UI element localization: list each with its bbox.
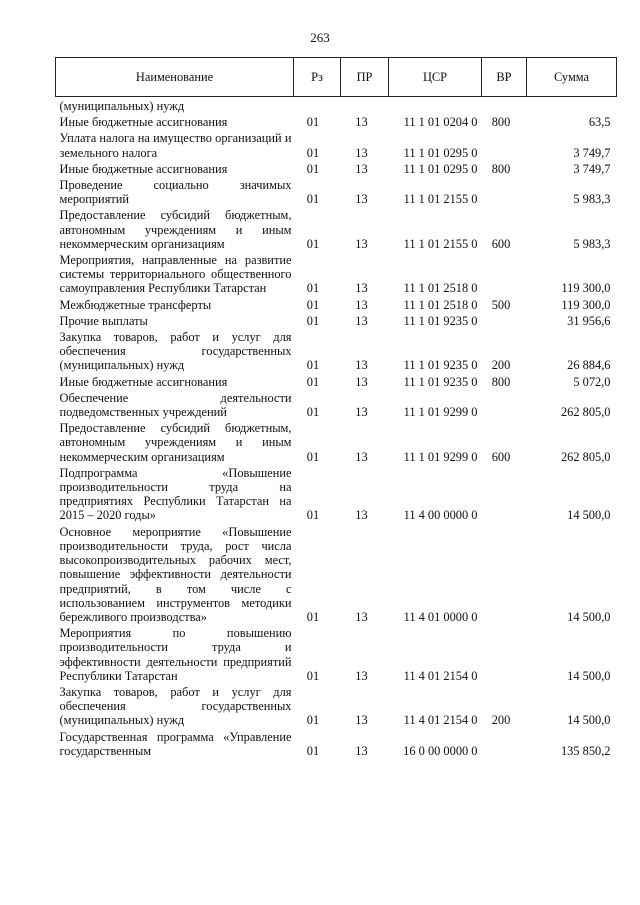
cell-pr: 13 bbox=[355, 668, 368, 683]
cell-sum: 262 805,0 bbox=[560, 405, 611, 420]
cell-name: Иные бюджетные ассигнования bbox=[59, 161, 228, 176]
header-sum: Сумма bbox=[527, 58, 617, 97]
cell-rz: 01 bbox=[306, 609, 320, 624]
cell-vr bbox=[482, 523, 527, 624]
table-row bbox=[56, 624, 617, 683]
cell-rz: 01 bbox=[306, 297, 320, 312]
cell-name: Иные бюджетные ассигнования bbox=[59, 115, 228, 130]
cell-pr: 13 bbox=[355, 374, 368, 389]
cell-pr bbox=[341, 97, 389, 114]
header-name: Наименование bbox=[56, 58, 294, 97]
header-vr: ВР bbox=[482, 58, 527, 97]
cell-csr bbox=[389, 97, 482, 114]
table-row bbox=[56, 373, 617, 389]
table-row bbox=[56, 523, 617, 624]
cell-vr bbox=[482, 728, 527, 758]
cell-csr: 11 1 01 0295 0 bbox=[403, 161, 478, 176]
cell-csr: 11 1 01 2155 0 bbox=[403, 236, 478, 251]
cell-csr: 11 1 01 9299 0 bbox=[403, 405, 478, 420]
cell-pr: 13 bbox=[355, 297, 368, 312]
cell-rz: 01 bbox=[306, 161, 320, 176]
cell-rz: 01 bbox=[306, 236, 320, 251]
cell-pr: 13 bbox=[355, 281, 368, 296]
cell-name: Мероприятия по повышению производительности труда и эффективности деятельности предприятий Республики Татарстан bbox=[59, 626, 292, 683]
cell-name: Государственная программа «Управление государственным bbox=[59, 729, 292, 758]
table-row bbox=[56, 97, 617, 114]
cell-pr: 13 bbox=[355, 713, 368, 728]
cell-csr: 11 4 00 0000 0 bbox=[403, 508, 478, 523]
cell-pr: 13 bbox=[355, 313, 368, 328]
cell-csr: 11 4 01 2154 0 bbox=[403, 668, 478, 683]
table-row bbox=[56, 296, 617, 312]
cell-rz: 01 bbox=[306, 192, 320, 207]
cell-rz: 01 bbox=[306, 281, 320, 296]
cell-sum: 5 983,3 bbox=[573, 192, 611, 207]
header-csr: ЦСР bbox=[389, 58, 482, 97]
cell-name: (муниципальных) нужд bbox=[59, 99, 185, 113]
cell-pr: 13 bbox=[355, 508, 368, 523]
cell-sum: 14 500,0 bbox=[567, 609, 611, 624]
cell-pr: 13 bbox=[355, 236, 368, 251]
table-row bbox=[56, 464, 617, 523]
cell-vr bbox=[482, 251, 527, 296]
cell-csr: 11 1 01 9235 0 bbox=[403, 358, 478, 373]
page-number: 263 bbox=[310, 30, 330, 45]
cell-vr: 800 bbox=[491, 374, 511, 389]
cell-name: Мероприятия, направленные на развитие системы территориального общественного самоуправления Республики Татарстан bbox=[59, 253, 292, 296]
cell-rz: 01 bbox=[306, 313, 320, 328]
cell-csr: 11 4 01 2154 0 bbox=[403, 713, 478, 728]
cell-vr: 200 bbox=[491, 358, 511, 373]
cell-name: Подпрограмма «Повышение производительности труда на предприятиях Республики Татарстан на 2015 – 2020 годы» bbox=[59, 465, 292, 523]
cell-csr: 11 4 01 0000 0 bbox=[403, 609, 478, 624]
table-row bbox=[56, 251, 617, 296]
cell-sum bbox=[527, 97, 617, 114]
cell-rz: 01 bbox=[306, 115, 320, 130]
cell-rz: 01 bbox=[306, 743, 320, 758]
header-rz: Рз bbox=[294, 58, 341, 97]
cell-name: Иные бюджетные ассигнования bbox=[59, 374, 228, 389]
table-row bbox=[56, 389, 617, 419]
cell-vr bbox=[482, 624, 527, 683]
cell-sum: 3 749,7 bbox=[573, 161, 611, 176]
cell-vr bbox=[482, 176, 527, 206]
cell-pr: 13 bbox=[355, 609, 368, 624]
cell-sum: 26 884,6 bbox=[567, 358, 611, 373]
cell-pr: 13 bbox=[355, 358, 368, 373]
table-body bbox=[56, 97, 617, 758]
cell-pr: 13 bbox=[355, 192, 368, 207]
cell-sum: 14 500,0 bbox=[567, 713, 611, 728]
cell-rz: 01 bbox=[306, 508, 320, 523]
cell-csr: 11 1 01 0295 0 bbox=[403, 145, 478, 160]
cell-sum: 119 300,0 bbox=[561, 281, 611, 296]
cell-vr bbox=[482, 464, 527, 523]
cell-csr: 11 1 01 2518 0 bbox=[403, 297, 478, 312]
cell-sum: 3 749,7 bbox=[573, 145, 611, 160]
cell-name: Обеспечение деятельности подведомственных учреждений bbox=[59, 390, 292, 420]
cell-name: Проведение социально значимых мероприятий bbox=[59, 178, 292, 207]
cell-name: Основное мероприятие «Повышение производительности труда, рост числа высокопроизводительных рабочих мест, повышение эффективности деятельности предприятий, в том числе с использованием инструментов методики бережливого производства» bbox=[59, 524, 292, 624]
cell-csr: 11 1 01 9235 0 bbox=[403, 374, 478, 389]
cell-vr: 600 bbox=[491, 449, 511, 464]
cell-rz: 01 bbox=[306, 374, 320, 389]
cell-vr bbox=[482, 312, 527, 328]
cell-csr: 11 1 01 9235 0 bbox=[403, 313, 478, 328]
cell-sum: 135 850,2 bbox=[560, 743, 611, 758]
cell-csr: 11 1 01 2518 0 bbox=[403, 281, 478, 296]
table-row bbox=[56, 419, 617, 464]
cell-rz: 01 bbox=[306, 358, 320, 373]
table-row bbox=[56, 312, 617, 328]
cell-sum: 14 500,0 bbox=[567, 508, 611, 523]
cell-name: Закупка товаров, работ и услуг для обеспечения государственных (муниципальных) нужд bbox=[59, 684, 292, 728]
cell-vr: 200 bbox=[491, 713, 511, 728]
cell-vr: 800 bbox=[491, 115, 511, 130]
cell-sum: 262 805,0 bbox=[560, 449, 611, 464]
cell-rz: 01 bbox=[306, 449, 320, 464]
cell-rz: 01 bbox=[306, 713, 320, 728]
cell-pr: 13 bbox=[355, 743, 368, 758]
table-row bbox=[56, 176, 617, 206]
cell-csr: 11 1 01 9299 0 bbox=[403, 449, 478, 464]
cell-sum: 5 983,3 bbox=[573, 236, 611, 251]
cell-name: Предоставление субсидий бюджетным, автономным учреждениям и иным некоммерческим организациям bbox=[59, 421, 292, 464]
cell-vr bbox=[482, 129, 527, 159]
table-row bbox=[56, 206, 617, 251]
cell-pr: 13 bbox=[355, 145, 368, 160]
cell-sum: 31 956,6 bbox=[567, 313, 611, 328]
table-row bbox=[56, 728, 617, 758]
cell-csr: 16 0 00 0000 0 bbox=[403, 743, 478, 758]
cell-name: Межбюджетные трансферты bbox=[59, 297, 212, 312]
cell-pr: 13 bbox=[355, 405, 368, 420]
cell-sum: 119 300,0 bbox=[561, 297, 611, 312]
cell-csr: 11 1 01 0204 0 bbox=[403, 115, 478, 130]
cell-sum: 63,5 bbox=[588, 115, 611, 130]
cell-sum: 5 072,0 bbox=[573, 374, 611, 389]
table-row bbox=[56, 160, 617, 176]
cell-rz: 01 bbox=[306, 668, 320, 683]
cell-vr bbox=[482, 97, 527, 114]
table-header bbox=[56, 58, 617, 97]
cell-name: Уплата налога на имущество организаций и земельного налога bbox=[59, 131, 292, 160]
table-row bbox=[56, 113, 617, 129]
cell-name: Закупка товаров, работ и услуг для обеспечения государственных (муниципальных) нужд bbox=[59, 330, 292, 373]
cell-vr bbox=[482, 389, 527, 419]
cell-name: Предоставление субсидий бюджетным, автономным учреждениям и иным некоммерческим организациям bbox=[59, 208, 292, 251]
cell-sum: 14 500,0 bbox=[567, 668, 611, 683]
header-pr: ПР bbox=[341, 58, 389, 97]
cell-pr: 13 bbox=[355, 115, 368, 130]
budget-table bbox=[55, 57, 617, 758]
cell-csr: 11 1 01 2155 0 bbox=[403, 192, 478, 207]
cell-pr: 13 bbox=[355, 161, 368, 176]
cell-vr: 600 bbox=[491, 236, 511, 251]
table-row bbox=[56, 129, 617, 159]
cell-vr: 800 bbox=[491, 161, 511, 176]
cell-pr: 13 bbox=[355, 449, 368, 464]
cell-name: Прочие выплаты bbox=[59, 313, 148, 328]
cell-rz bbox=[294, 97, 341, 114]
cell-rz: 01 bbox=[306, 145, 320, 160]
table-row bbox=[56, 328, 617, 373]
cell-rz: 01 bbox=[306, 405, 320, 420]
table-row bbox=[56, 683, 617, 728]
cell-vr: 500 bbox=[491, 297, 511, 312]
